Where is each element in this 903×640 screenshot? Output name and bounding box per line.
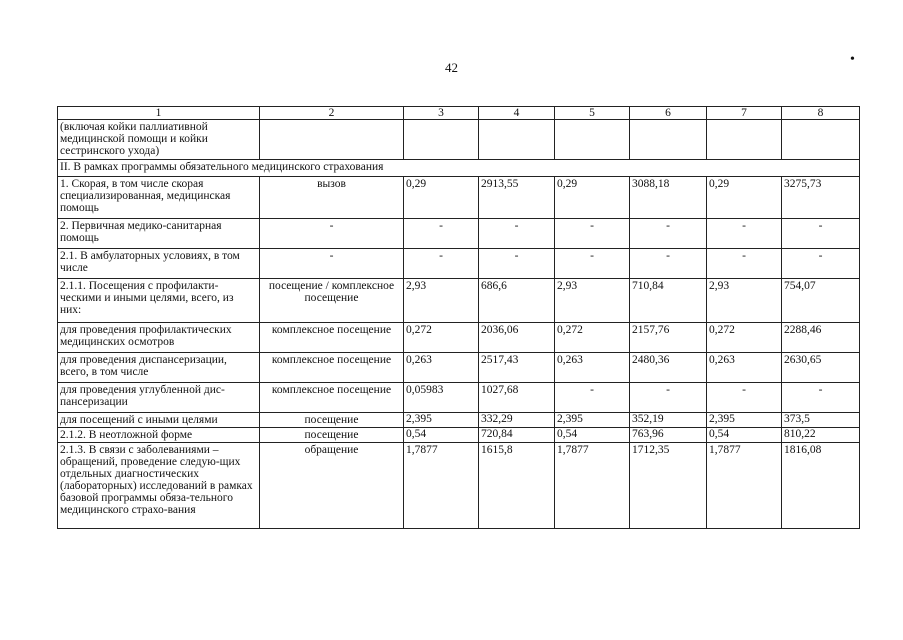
value-cell: 3088,18 (630, 177, 707, 219)
value-cell: 1712,35 (630, 443, 707, 529)
value-cell: - (707, 219, 782, 249)
value-cell: - (782, 219, 860, 249)
table-cell (404, 120, 479, 160)
row-name: 2.1. В амбулаторных условиях, в том числе (58, 249, 260, 279)
value-cell: 1,7877 (707, 443, 782, 529)
row-name: 2.1.1. Посещения с профилакти-ческими и иными целями, всего, из них: (58, 279, 260, 323)
row-name: для проведения диспансеризации, всего, в том числе (58, 353, 260, 383)
value-cell: 810,22 (782, 428, 860, 443)
value-cell: 0,05983 (404, 383, 479, 413)
unit-cell: комплексное посещение (260, 383, 404, 413)
page-number: 42 (445, 60, 458, 75)
value-cell: - (630, 219, 707, 249)
unit-cell: посещение / комплексное посещение (260, 279, 404, 323)
row-name: 2. Первичная медико-санитарная помощь (58, 219, 260, 249)
unit-cell: - (260, 249, 404, 279)
table-row (58, 249, 860, 279)
value-cell: 1615,8 (479, 443, 555, 529)
table-row (58, 413, 860, 428)
value-cell: 0,54 (404, 428, 479, 443)
value-cell: - (404, 219, 479, 249)
row-name: 2.1.2. В неотложной форме (58, 428, 260, 443)
table-cell (260, 120, 404, 160)
value-cell: 0,272 (404, 323, 479, 353)
table-row (58, 383, 860, 413)
row-name: (включая койки паллиативной медицинской помощи и койки сестринского ухода) (58, 120, 260, 160)
value-cell: 2,93 (555, 279, 630, 323)
value-cell: 2,93 (707, 279, 782, 323)
table-row (58, 428, 860, 443)
header-cell: 2 (260, 107, 404, 120)
table-cell (479, 120, 555, 160)
data-table (57, 106, 860, 529)
header-cell: 4 (479, 107, 555, 120)
value-cell: 0,54 (707, 428, 782, 443)
row-name: 1. Скорая, в том числе скорая специализированная, медицинская помощь (58, 177, 260, 219)
margin-mark: • (850, 52, 855, 67)
unit-cell: вызов (260, 177, 404, 219)
table-row (58, 279, 860, 323)
continuation-row (58, 120, 860, 160)
value-cell: - (404, 249, 479, 279)
value-cell: 2157,76 (630, 323, 707, 353)
header-cell: 8 (782, 107, 860, 120)
value-cell: 686,6 (479, 279, 555, 323)
value-cell: 332,29 (479, 413, 555, 428)
row-name: для проведения профилактических медицинских осмотров (58, 323, 260, 353)
value-cell: 352,19 (630, 413, 707, 428)
table-row (58, 353, 860, 383)
value-cell: - (479, 219, 555, 249)
header-cell: 6 (630, 107, 707, 120)
table-cell (630, 120, 707, 160)
header-row (58, 107, 860, 120)
value-cell: - (707, 249, 782, 279)
value-cell: - (555, 383, 630, 413)
value-cell: 1,7877 (555, 443, 630, 529)
unit-cell: комплексное посещение (260, 323, 404, 353)
value-cell: 2,395 (555, 413, 630, 428)
row-name: 2.1.3. В связи с заболеваниями – обращений, проведение следую-щих отдельных диагностических (лабораторных) исследований в рамках базовой программы обяза-тельного медицинского страхо-вания (58, 443, 260, 529)
table-cell (782, 120, 860, 160)
value-cell: 0,263 (404, 353, 479, 383)
value-cell: 0,272 (707, 323, 782, 353)
value-cell: - (555, 249, 630, 279)
value-cell: 0,54 (555, 428, 630, 443)
unit-cell: - (260, 219, 404, 249)
header-cell: 1 (58, 107, 260, 120)
value-cell: - (782, 249, 860, 279)
value-cell: 0,29 (404, 177, 479, 219)
value-cell: 2036,06 (479, 323, 555, 353)
unit-cell: посещение (260, 428, 404, 443)
value-cell: 1816,08 (782, 443, 860, 529)
value-cell: 1,7877 (404, 443, 479, 529)
value-cell: 2480,36 (630, 353, 707, 383)
value-cell: 710,84 (630, 279, 707, 323)
value-cell: - (707, 383, 782, 413)
row-name: для проведения углубленной дис-пансеризации (58, 383, 260, 413)
header-cell: 3 (404, 107, 479, 120)
row-name: для посещений с иными целями (58, 413, 260, 428)
table-row (58, 177, 860, 219)
value-cell: 754,07 (782, 279, 860, 323)
value-cell: - (479, 249, 555, 279)
unit-cell: обращение (260, 443, 404, 529)
header-cell: 7 (707, 107, 782, 120)
value-cell: 373,5 (782, 413, 860, 428)
section-row (58, 160, 860, 177)
value-cell: 2517,43 (479, 353, 555, 383)
value-cell: 1027,68 (479, 383, 555, 413)
value-cell: 0,29 (707, 177, 782, 219)
value-cell: 2288,46 (782, 323, 860, 353)
value-cell: 3275,73 (782, 177, 860, 219)
header-cell: 5 (555, 107, 630, 120)
value-cell: 2913,55 (479, 177, 555, 219)
value-cell: 0,263 (707, 353, 782, 383)
table-cell (707, 120, 782, 160)
value-cell: 720,84 (479, 428, 555, 443)
value-cell: 0,272 (555, 323, 630, 353)
value-cell: 0,263 (555, 353, 630, 383)
value-cell: 763,96 (630, 428, 707, 443)
value-cell: - (782, 383, 860, 413)
table-row (58, 443, 860, 529)
section-title: II. В рамках программы обязательного медицинского страхования (58, 160, 860, 177)
value-cell: 2,93 (404, 279, 479, 323)
table-cell (555, 120, 630, 160)
value-cell: - (555, 219, 630, 249)
value-cell: 2,395 (404, 413, 479, 428)
value-cell: 2630,65 (782, 353, 860, 383)
value-cell: - (630, 249, 707, 279)
table-row (58, 323, 860, 353)
value-cell: 0,29 (555, 177, 630, 219)
value-cell: - (630, 383, 707, 413)
unit-cell: посещение (260, 413, 404, 428)
table-row (58, 219, 860, 249)
value-cell: 2,395 (707, 413, 782, 428)
unit-cell: комплексное посещение (260, 353, 404, 383)
